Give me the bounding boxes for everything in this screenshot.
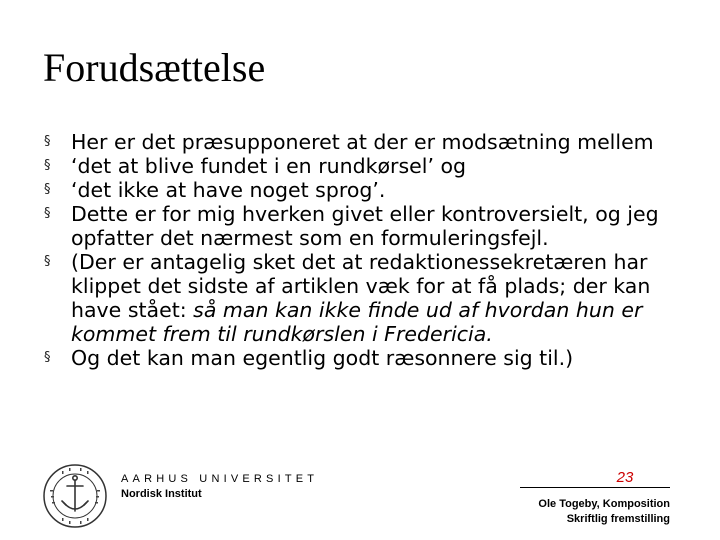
bullet-marker: § — [44, 254, 51, 269]
bullet-text: ‘det ikke at have noget sprog’. — [71, 178, 386, 202]
bullet-item — [44, 250, 684, 346]
bullet-item — [44, 178, 684, 202]
bullet-item — [44, 202, 684, 250]
bullet-marker: § — [44, 182, 51, 197]
author-course-title: Ole Togeby, Komposition — [538, 498, 670, 510]
institute-name: Nordisk Institut — [121, 488, 202, 500]
bullet-marker: § — [44, 158, 51, 173]
bullet-marker: § — [44, 350, 51, 365]
bullet-text: Dette er for mig hverken givet eller kontroversielt, og jeg opfatter det nærmest som en formuleringsfejl. — [71, 202, 659, 250]
course-subtitle: Skriftlig fremstilling — [566, 513, 670, 525]
bullet-text: Og det kan man egentlig godt ræsonnere sig til.) — [71, 346, 574, 370]
slide-title: Forudsættelse — [43, 45, 266, 90]
bullet-text-italic: så man kan ikke finde ud af hvordan hun er kommet frem til rundkørslen i Fredericia. — [71, 298, 643, 346]
bullet-marker: § — [44, 206, 51, 221]
footer-divider — [520, 487, 670, 488]
university-name: AARHUS UNIVERSITET — [121, 473, 319, 485]
bullet-text-plain: (Der er antagelig sket det at redaktionessekretæren har klippet det sidste af artiklen væk for at få plads; der kan have stået: — [71, 250, 651, 322]
page-number: 23 — [616, 469, 634, 486]
bullet-text: Her er det præsupponeret at der er modsætning mellem — [71, 130, 654, 154]
bullet-text: ‘det at blive fundet i en rundkørsel’ og — [71, 154, 467, 178]
bullet-text-with-quote — [71, 250, 684, 346]
bullet-item — [44, 130, 684, 154]
university-seal-logo — [42, 463, 108, 529]
bullet-item — [44, 346, 684, 370]
bullet-list — [44, 130, 684, 370]
bullet-item — [44, 154, 684, 178]
bullet-marker: § — [44, 134, 51, 149]
